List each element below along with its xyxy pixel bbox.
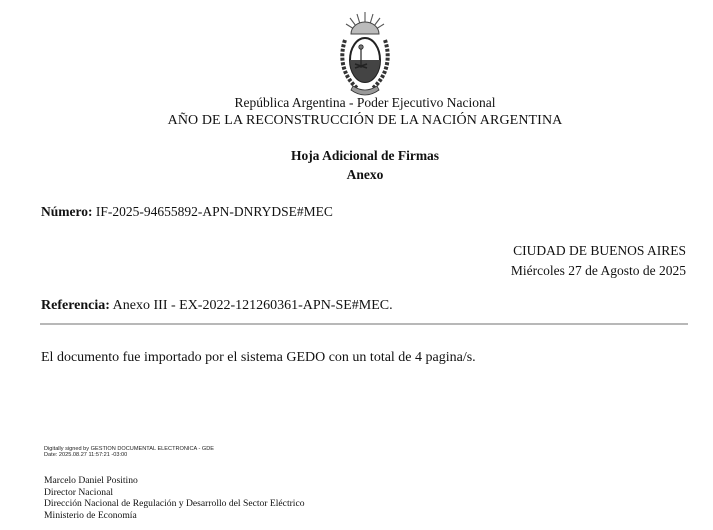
- document-body: El documento fue importado por el sistema GEDO con un total de 4 pagina/s.: [41, 350, 476, 365]
- reference-label: Referencia:: [41, 298, 110, 313]
- document-date: Miércoles 27 de Agosto de 2025: [510, 263, 686, 278]
- signature-stamp-signed-by: Digitally signed by GESTION DOCUMENTAL ELECTRONICA - GDE: [44, 446, 215, 452]
- signer-office: Dirección Nacional de Regulación y Desarrollo del Sector Eléctrico: [44, 498, 305, 510]
- signer-ministry: Ministerio de Economía: [44, 509, 137, 521]
- signature-stamp-date: Date: 2025.08.27 11:57:21 -03:00: [44, 452, 128, 459]
- reference-value: Anexo III - EX-2022-121260361-APN-SE#MEC.: [112, 298, 393, 313]
- reference: [41, 298, 393, 314]
- argentina-coat-of-arms-icon: [337, 10, 393, 98]
- government-header: República Argentina - Poder Ejecutivo Nacional: [234, 95, 496, 110]
- document-number: [41, 204, 333, 220]
- document-number-value: IF-2025-94655892-APN-DNRYDSE#MEC: [95, 204, 333, 219]
- digital-signature-stamp: [44, 446, 214, 458]
- divider: [40, 323, 688, 325]
- document-title: Hoja Adicional de Firmas: [290, 148, 440, 163]
- document-subtitle: Anexo: [346, 167, 384, 182]
- year-motto: AÑO DE LA RECONSTRUCCIÓN DE LA NACIÓN ARGENTINA: [167, 113, 563, 128]
- city: CIUDAD DE BUENOS AIRES: [513, 243, 686, 258]
- document-number-label: Número:: [41, 204, 93, 219]
- signer-position: Director Nacional: [44, 486, 113, 498]
- signer-block: [44, 475, 305, 521]
- signer-name: Marcelo Daniel Positino: [44, 475, 138, 486]
